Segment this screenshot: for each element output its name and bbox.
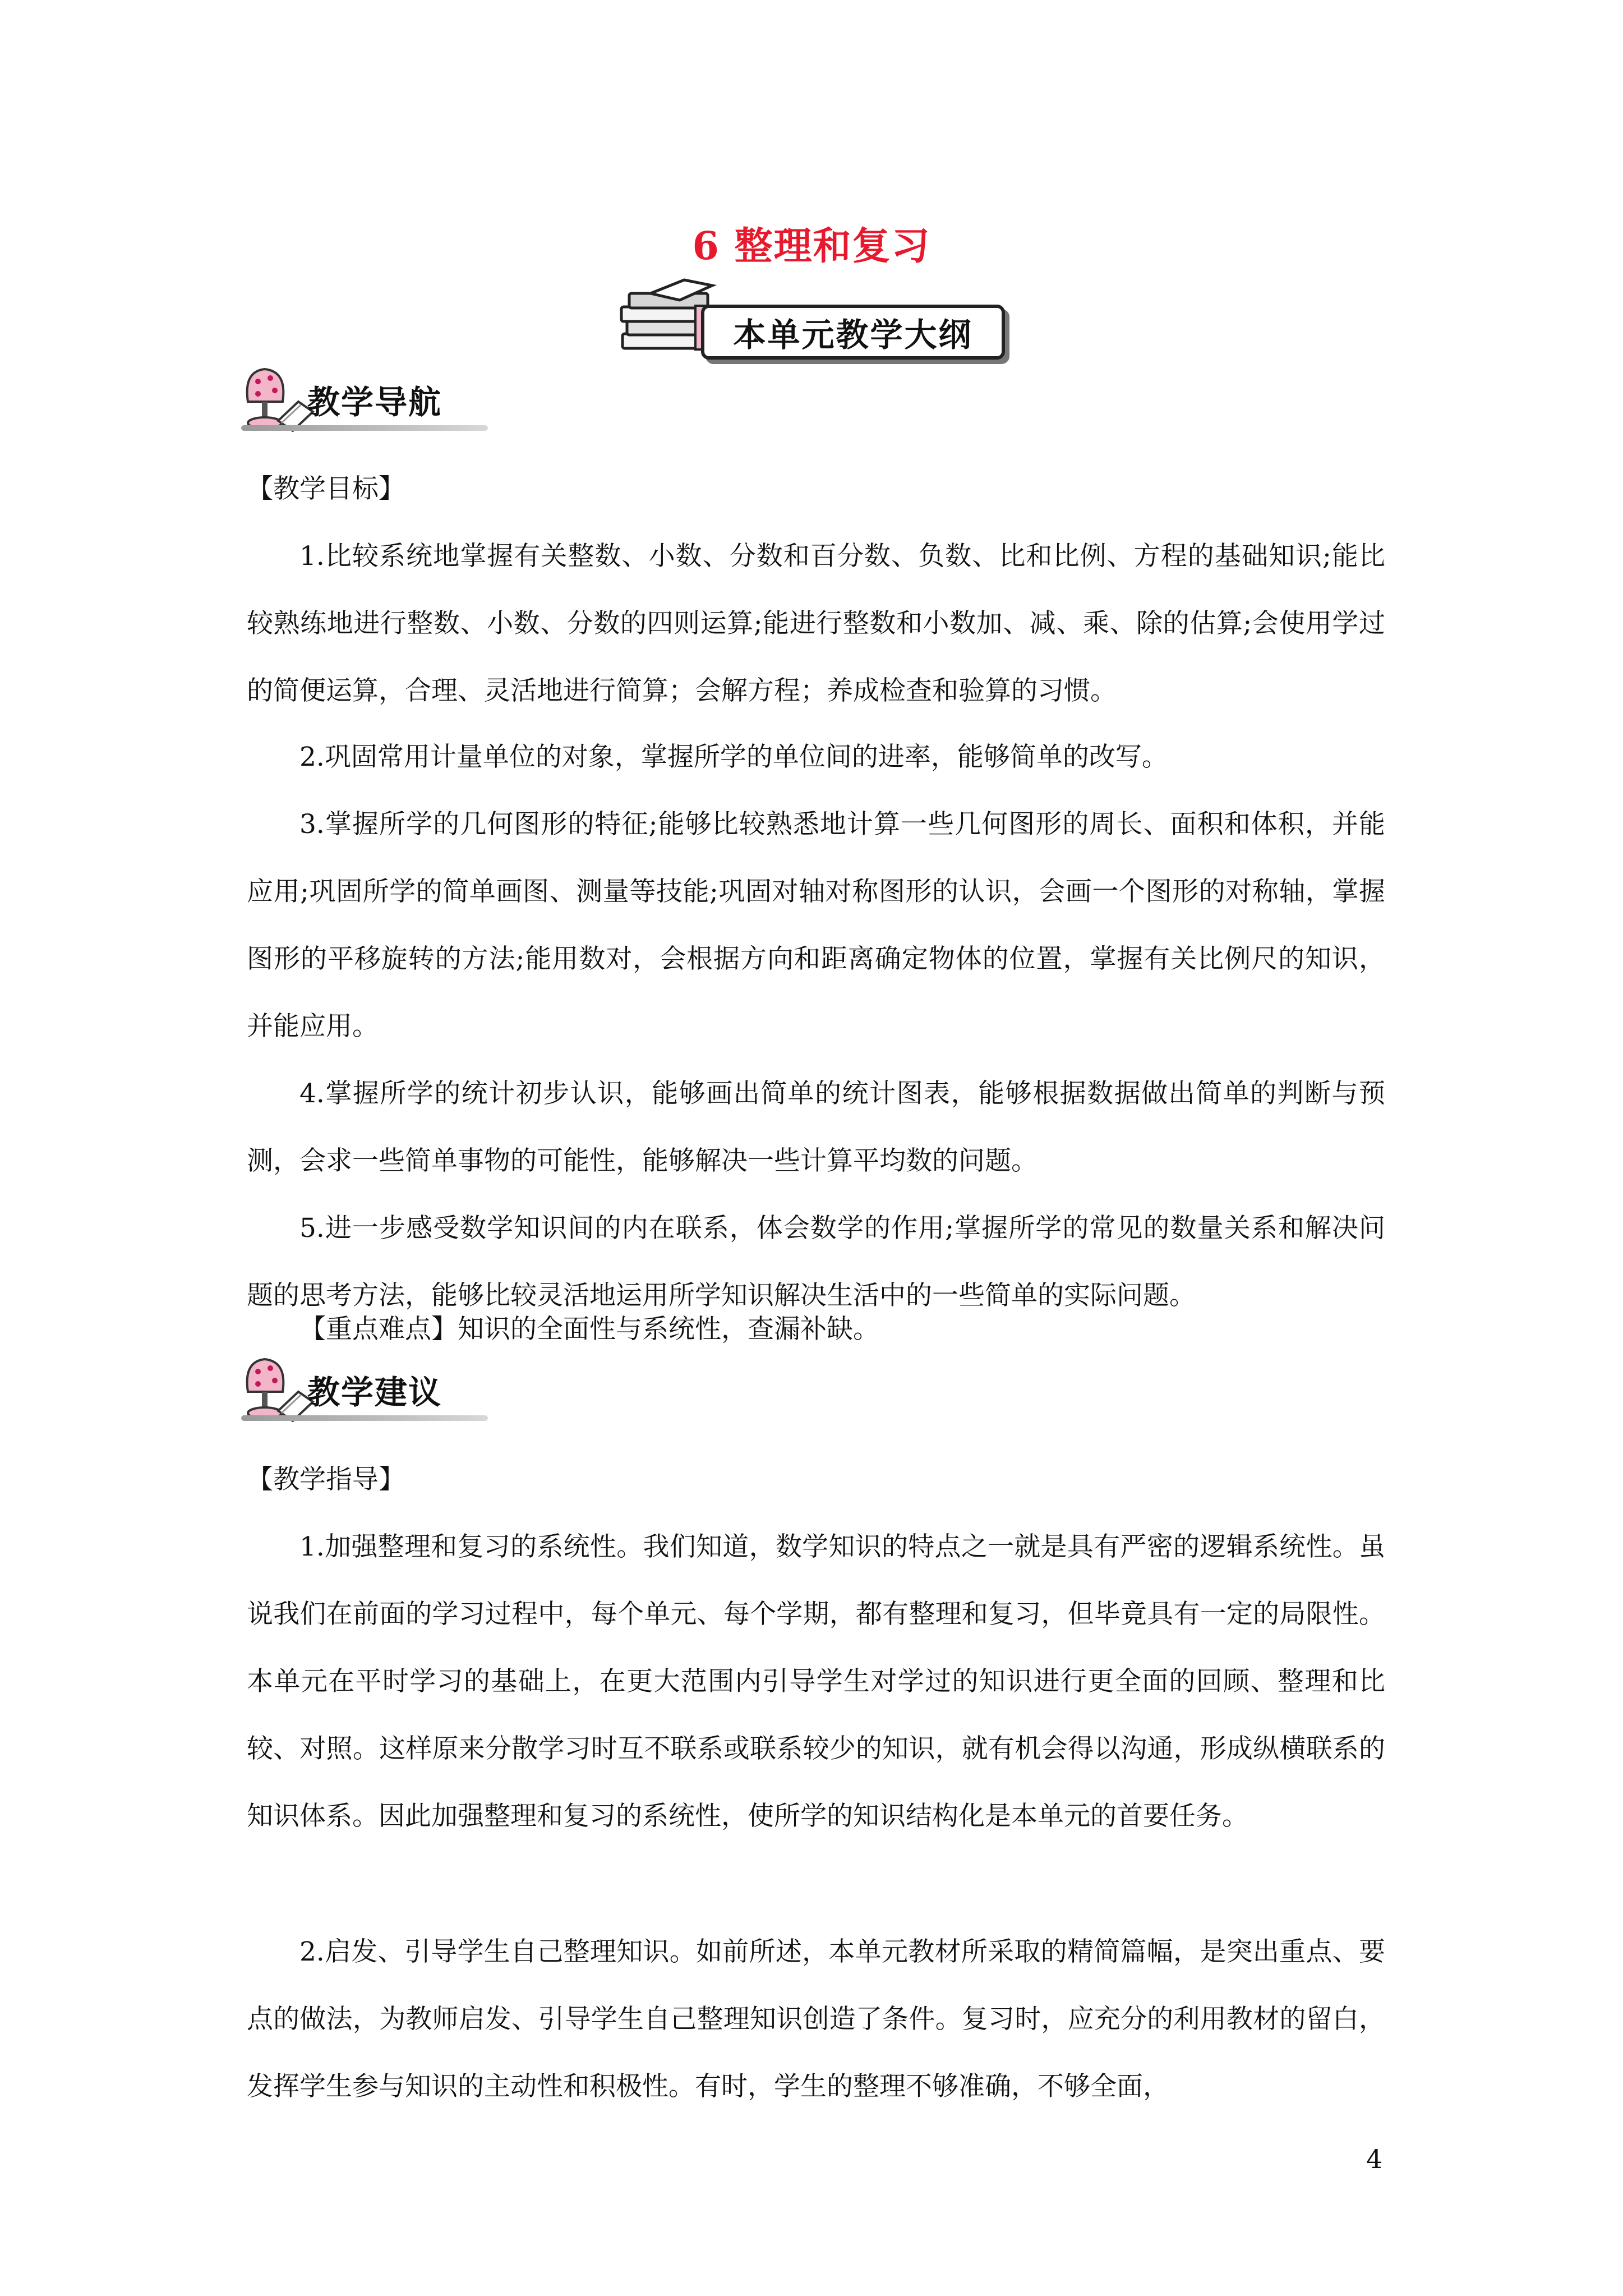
section-title: 教学建议	[307, 1373, 442, 1411]
section-title: 教学导航	[307, 383, 442, 421]
goal-paragraph-5: 5.进一步感受数学知识间的内在联系，体会数学的作用;掌握所学的常见的数量关系和解决问题的思考方法，能够比较灵活地运用所学知识解决生活中的一些简单的实际问题。	[247, 1213, 1385, 1311]
banner-title: 本单元教学大纲	[701, 305, 1005, 360]
guide-heading: 【教学指导】	[247, 1464, 405, 1495]
page-number: 4	[1366, 2144, 1383, 2174]
guide-paragraph-1: 1.加强整理和复习的系统性。我们知道，数学知识的特点之一就是具有严密的逻辑系统性。虽说我们在前面的学习过程中，每个单元、每个学期，都有整理和复习，但毕竟具有一定的局限性。本单元在平时学习的基础上，在更大范围内引导学生对学过的知识进行更全面的回顾、整理和比较、对照。这样原来分散学习时互不联系或联系较少的知识，就有机会得以沟通，形成纵横联系的知识体系。因此加强整理和复习的系统性，使所学的知识结构化是本单元的首要任务。	[247, 1531, 1385, 1832]
goal-paragraph-4: 4.掌握所学的统计初步认识，能够画出简单的统计图表，能够根据数据做出简单的判断与预测，会求一些简单事物的可能性，能够解决一些计算平均数的问题。	[247, 1078, 1385, 1176]
section-header-nav	[236, 365, 499, 438]
page-title: 6 整理和复习	[692, 224, 931, 269]
section-underline	[241, 1415, 488, 1421]
section-underline	[241, 425, 488, 431]
section-header-advice	[236, 1355, 499, 1428]
goal-paragraph-2: 2.巩固常用计量单位的对象，掌握所学的单位间的进率，能够简单的改写。	[299, 742, 1168, 772]
goal-paragraph-3: 3.掌握所学的几何图形的特征;能够比较熟悉地计算一些几何图形的周长、面积和体积，并能应用;巩固所学的简单画图、测量等技能;巩固对轴对称图形的认识，会画一个图形的对称轴，掌握图形的平移旋转的方法;能用数对，会根据方向和距离确定物体的位置，掌握有关比例尺的知识，并能应用。	[247, 809, 1385, 1042]
unit-outline-banner	[617, 278, 1009, 362]
goal-paragraph-1: 1.比较系统地掌握有关整数、小数、分数和百分数、负数、比和比例、方程的基础知识;能比较熟练地进行整数、小数、分数的四则运算;能进行整数和小数加、减、乘、除的估算;会使用学过的简便运算，合理、灵活地进行简算；会解方程；养成检查和验算的习惯。	[247, 541, 1385, 706]
guide-paragraph-2: 2.启发、引导学生自己整理知识。如前所述，本单元教材所采取的精简篇幅，是突出重点、要点的做法，为教师启发、引导学生自己整理知识创造了条件。复习时，应充分的利用教材的留白，发挥学生参与知识的主动性和积极性。有时，学生的整理不够准确，不够全面，	[247, 1936, 1385, 2102]
key-points: 【重点难点】知识的全面性与系统性，查漏补缺。	[299, 1314, 879, 1345]
goal-heading: 【教学目标】	[247, 473, 405, 504]
